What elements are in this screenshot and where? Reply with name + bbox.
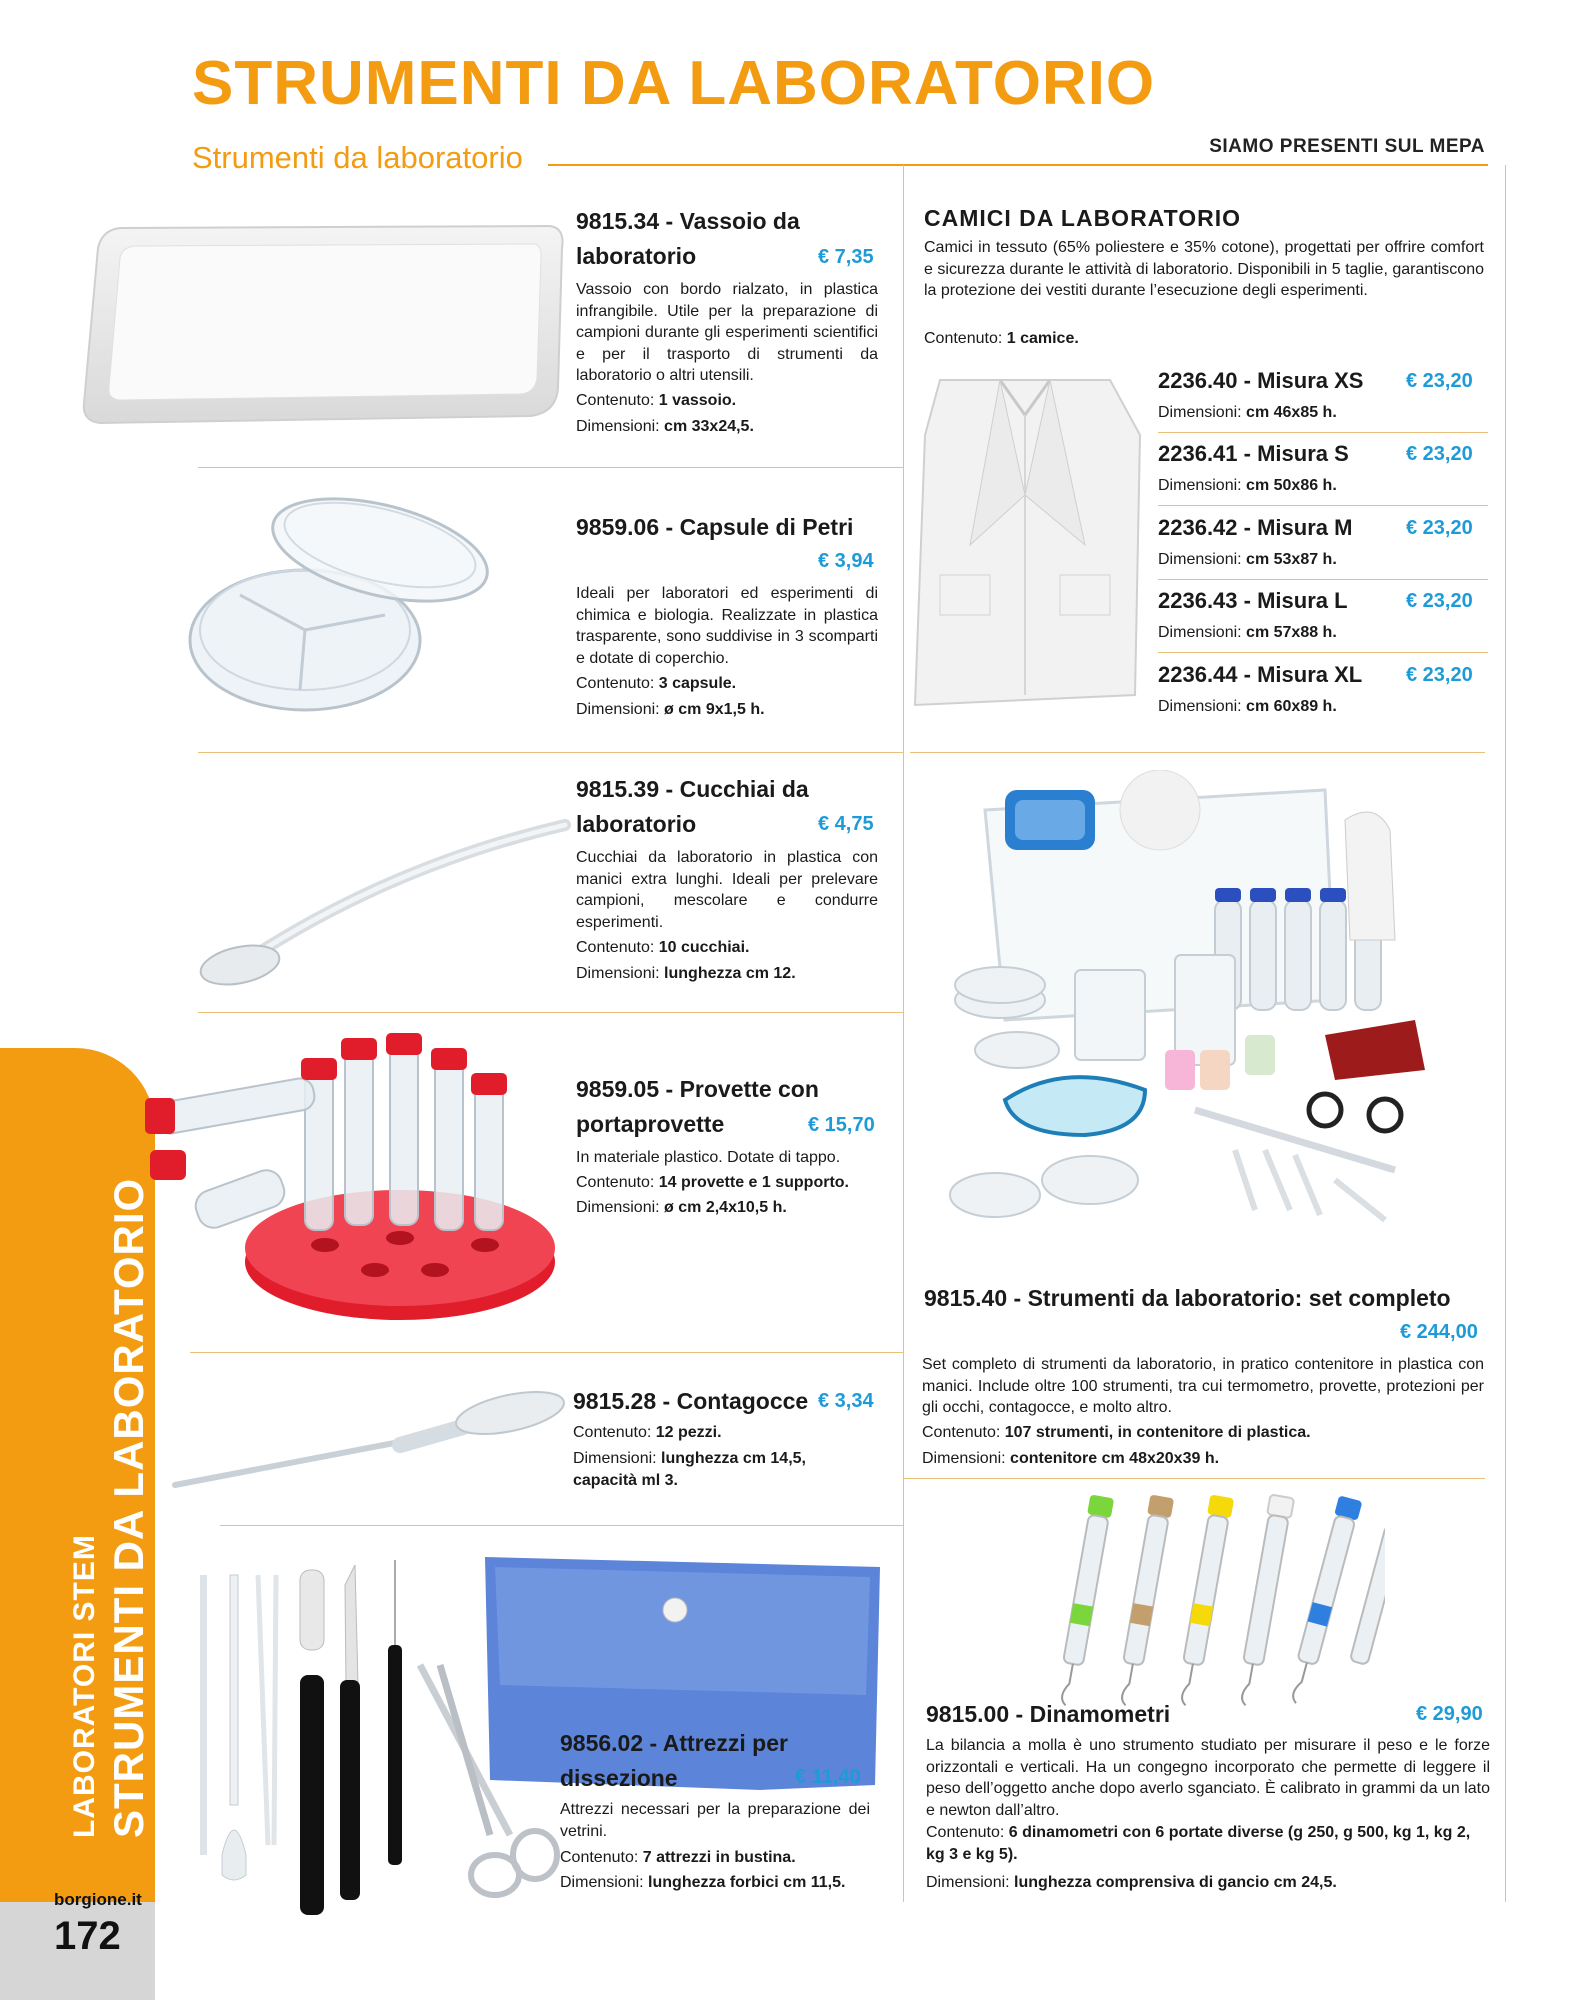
tubes-code: 9859.05: [576, 1076, 660, 1102]
size-price: € 23,20: [1406, 370, 1473, 392]
dropper-code: 9815.28: [573, 1388, 657, 1414]
scales-contents: Contenuto: 6 dinamometri con 6 portate diverse (g 250, g 500, kg 1, kg 2, kg 3 e kg 5).: [926, 1824, 1471, 1863]
tubes-dimensions: Dimensioni: ø cm 2,4x10,5 h.: [576, 1199, 787, 1216]
size-separator: [1158, 432, 1488, 433]
size-name: Misura L: [1257, 588, 1348, 613]
tubes-price: € 15,70: [808, 1114, 875, 1136]
row-separator: [220, 1525, 903, 1526]
size-title: 2236.40 - Misura XS: [1158, 368, 1364, 393]
dissection-description: Attrezzi necessari per la preparazione dei vetrini.: [560, 1801, 870, 1840]
petri-contents: Contenuto: 3 capsule.: [576, 675, 737, 692]
scales-description: La bilancia a molla è uno strumento studiato per misurare il peso e le forze orizzontali e verticali. Ha un congegno incorporato che permette di leggere il peso dell’oggetto anche dopo averlo sganciato. È calibrato in grammi da un lato e newton dall’altro.: [926, 1737, 1490, 1819]
dropper-dimensions: Dimensioni: lunghezza cm 14,5,: [573, 1450, 806, 1467]
tray-price: € 7,35: [818, 246, 874, 268]
size-name: Misura XL: [1257, 662, 1363, 687]
set-price: € 244,00: [1400, 1321, 1478, 1343]
row-separator: [190, 1352, 903, 1353]
lab-coat-image: [910, 375, 1145, 710]
size-dimensions: Dimensioni: cm 57x88 h.: [1158, 624, 1337, 641]
size-dimensions: Dimensioni: cm 60x89 h.: [1158, 698, 1337, 715]
size-dimensions: Dimensioni: cm 50x86 h.: [1158, 477, 1337, 494]
petri-dish-image: [170, 490, 500, 730]
tray-name-2: laboratorio: [576, 243, 697, 269]
petri-title: 9859.06 - Capsule di Petri: [576, 514, 854, 540]
spoons-contents: Contenuto: 10 cucchiai.: [576, 939, 750, 956]
spoons-dimensions: Dimensioni: lunghezza cm 12.: [576, 965, 796, 982]
dissection-code: 9856.02: [560, 1730, 644, 1756]
set-name: Strumenti da laboratorio: set completo: [1027, 1285, 1451, 1311]
size-name: Misura XS: [1257, 368, 1364, 393]
lab-coats-contents: Contenuto: 1 camice.: [924, 330, 1079, 347]
tray-image: [80, 218, 570, 428]
dropper-title: 9815.28 - Contagocce: [573, 1388, 809, 1414]
tubes-name-1: Provette con: [679, 1076, 819, 1102]
size-title: 2236.44 - Misura XL: [1158, 662, 1363, 687]
row-separator: [198, 752, 903, 753]
scales-price: € 29,90: [1416, 1703, 1483, 1725]
size-price: € 23,20: [1406, 590, 1473, 612]
spoons-title-line1: 9815.39 - Cucchiai da: [576, 776, 809, 802]
size-code: 2236.41: [1158, 441, 1238, 466]
dissection-dimensions: Dimensioni: lunghezza forbici cm 11,5.: [560, 1874, 846, 1891]
set-code: 9815.40: [924, 1285, 1008, 1311]
spoons-price: € 4,75: [818, 813, 874, 835]
dropper-image: [170, 1385, 570, 1495]
lab-coats-heading: CAMICI DA LABORATORIO: [924, 205, 1242, 231]
section-subtitle: Strumenti da laboratorio: [192, 140, 523, 175]
size-name: Misura S: [1257, 441, 1349, 466]
scales-name: Dinamometri: [1029, 1701, 1171, 1727]
tubes-name-2: portaprovette: [576, 1111, 725, 1137]
dropper-capacity: capacità ml 3.: [573, 1472, 678, 1489]
right-border: [1505, 165, 1506, 1902]
subtitle-rule: [548, 164, 1488, 166]
tray-name-1: Vassoio da: [679, 208, 800, 234]
page-title: STRUMENTI DA LABORATORIO: [192, 49, 1156, 118]
tubes-description: In materiale plastico. Dotate di tappo.: [576, 1149, 841, 1166]
dropper-name: Contagocce: [676, 1388, 809, 1414]
size-code: 2236.40: [1158, 368, 1238, 393]
lab-coats-description: Camici in tessuto (65% poliestere e 35% cotone), progettati per offrire comfort e sicurezza durante le attività di laboratorio. Disponibili in 5 taglie, garantiscono la protezione dei vestiti durante l’esecuzione degli esperimenti.: [924, 239, 1484, 299]
side-label-stem: LABORATORI STEM: [68, 1534, 101, 1838]
tubes-contents: Contenuto: 14 provette e 1 supporto.: [576, 1174, 849, 1191]
size-dimensions: Dimensioni: cm 46x85 h.: [1158, 404, 1337, 421]
dissection-name-1: Attrezzi per: [662, 1730, 788, 1756]
size-separator: [1158, 652, 1488, 653]
tray-description: Vassoio con bordo rialzato, in plastica infrangibile. Utile per la preparazione di campioni durante gli esperimenti scientifici e per il trasporto di strumenti da laboratorio o altri utensili.: [576, 281, 878, 384]
complete-set-image: [945, 770, 1485, 1270]
tray-dimensions: Dimensioni: cm 33x24,5.: [576, 418, 754, 435]
size-code: 2236.44: [1158, 662, 1238, 687]
spoons-description: Cucchiai da laboratorio in plastica con manici extra lunghi. Ideali per prelevare campioni, mescolare e condurre esperimenti.: [576, 849, 878, 931]
dissection-name-2: dissezione: [560, 1765, 678, 1791]
set-description: Set completo di strumenti da laboratorio, in pratico contenitore in plastica con manici. Include oltre 100 strumenti, tra cui termometro, provette, protezioni per gli occhi, contagocce, e molto altro.: [922, 1356, 1484, 1416]
size-code: 2236.42: [1158, 515, 1238, 540]
size-price: € 23,20: [1406, 443, 1473, 465]
size-code: 2236.43: [1158, 588, 1238, 613]
dissection-contents: Contenuto: 7 attrezzi in bustina.: [560, 1849, 796, 1866]
side-label-section: STRUMENTI DA LABORATORIO: [105, 1177, 152, 1838]
set-title: 9815.40 - Strumenti da laboratorio: set completo: [924, 1285, 1451, 1311]
row-separator: [198, 467, 903, 468]
dissection-title-line1: 9856.02 - Attrezzi per: [560, 1730, 788, 1756]
size-price: € 23,20: [1406, 517, 1473, 539]
petri-price: € 3,94: [818, 550, 874, 572]
dropper-price: € 3,34: [818, 1390, 874, 1412]
spring-scales-image: [1055, 1485, 1385, 1715]
scales-dimensions: Dimensioni: lunghezza comprensiva di gancio cm 24,5.: [926, 1874, 1337, 1891]
row-separator: [910, 752, 1485, 753]
size-title: 2236.42 - Misura M: [1158, 515, 1353, 540]
tray-contents: Contenuto: 1 vassoio.: [576, 392, 737, 409]
spoon-image: [195, 805, 575, 995]
size-title: 2236.41 - Misura S: [1158, 441, 1349, 466]
size-title: 2236.43 - Misura L: [1158, 588, 1348, 613]
spoons-name-1: Cucchiai da: [679, 776, 809, 802]
dissection-price: € 11,40: [795, 1766, 861, 1788]
petri-description: Ideali per laboratori ed esperimenti di chimica e biologia. Realizzate in plastica trasparente, sono suddivise in 3 scomparti e dotate di coperchio.: [576, 585, 878, 667]
size-name: Misura M: [1257, 515, 1353, 540]
tubes-title-line1: 9859.05 - Provette con: [576, 1076, 819, 1102]
column-divider: [903, 165, 904, 1902]
set-dimensions: Dimensioni: contenitore cm 48x20x39 h.: [922, 1450, 1220, 1467]
tray-code: 9815.34: [576, 208, 660, 234]
spoons-name-2: laboratorio: [576, 811, 697, 837]
row-separator: [903, 1478, 1485, 1479]
size-separator: [1158, 505, 1488, 506]
size-dimensions: Dimensioni: cm 53x87 h.: [1158, 551, 1337, 568]
petri-code: 9859.06: [576, 514, 660, 540]
scales-title: 9815.00 - Dinamometri: [926, 1701, 1171, 1727]
row-separator: [198, 1012, 903, 1013]
dropper-contents: Contenuto: 12 pezzi.: [573, 1424, 722, 1441]
petri-dimensions: Dimensioni: ø cm 9x1,5 h.: [576, 701, 765, 718]
spoons-code: 9815.39: [576, 776, 660, 802]
tray-title-line1: 9815.34 - Vassoio da: [576, 208, 800, 234]
page-number: 172: [54, 1914, 121, 1958]
mepa-notice: SIAMO PRESENTI SUL MEPA: [1209, 136, 1485, 157]
site-link[interactable]: borgione.it: [54, 1890, 142, 1909]
set-contents: Contenuto: 107 strumenti, in contenitore di plastica.: [922, 1424, 1311, 1441]
size-separator: [1158, 579, 1488, 580]
size-price: € 23,20: [1406, 664, 1473, 686]
scales-code: 9815.00: [926, 1701, 1010, 1727]
petri-name: Capsule di Petri: [679, 514, 854, 540]
test-tubes-image: [135, 1030, 565, 1330]
